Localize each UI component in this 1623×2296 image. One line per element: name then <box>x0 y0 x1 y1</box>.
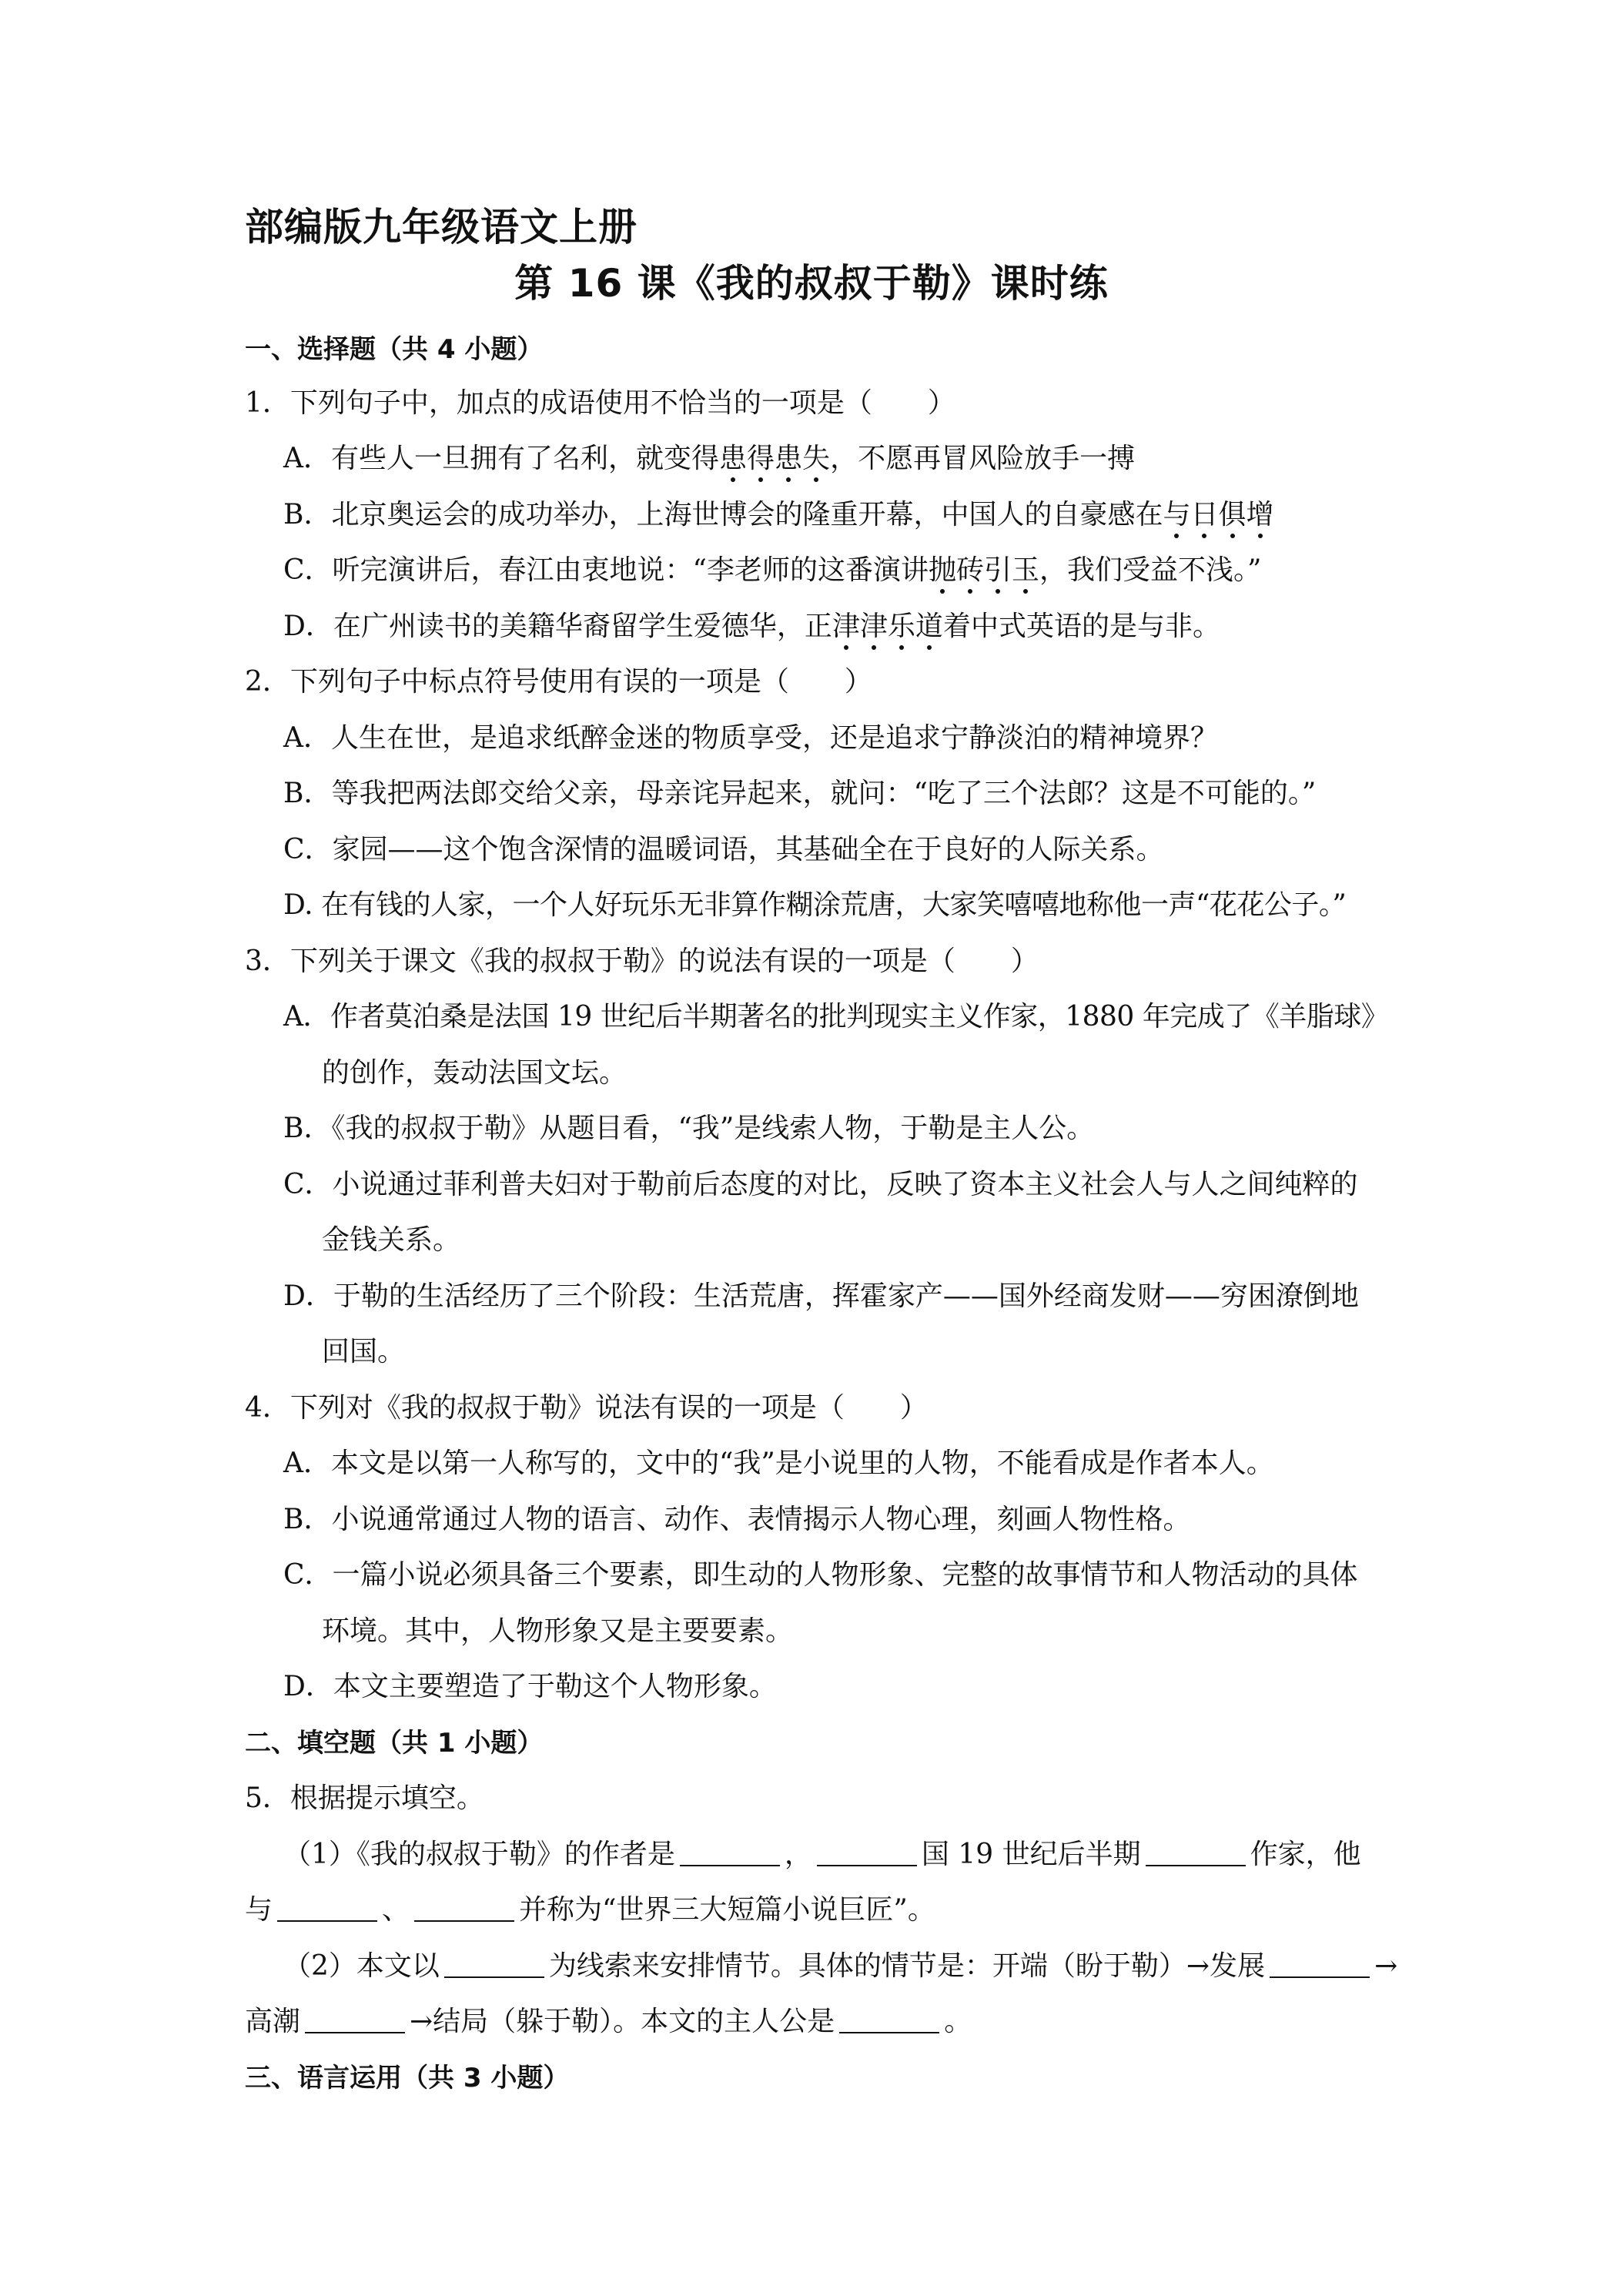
answer-blank[interactable] <box>277 1893 377 1922</box>
option-c: C．听完演讲后，春江由衷地说：“李老师的这番演讲抛砖引玉，我们受益不浅。” <box>283 554 1262 586</box>
emphasis-char: 玉 <box>1012 554 1040 586</box>
option-a-continued: 的创作，轰动法国文坛。 <box>322 1057 627 1089</box>
emphasis-char: 津 <box>832 611 860 642</box>
option-c: C．家园——这个饱含深情的温暖词语，其基础全在于良好的人际关系。 <box>283 834 1164 865</box>
emphasis-char: 得 <box>747 443 775 474</box>
emphasis-char: 道 <box>915 611 943 642</box>
option-a: A．有些人一旦拥有了名利，就变得患得患失，不愿再冒风险放手一搏 <box>283 443 1136 474</box>
section-heading: 一、选择题（共 4 小题） <box>245 334 544 365</box>
question-stem: 3．下列关于课文《我的叔叔于勒》的说法有误的一项是（ ） <box>245 946 1039 977</box>
lesson-title: 第 16 课《我的叔叔于勒》课时练 <box>514 261 1109 306</box>
option-d-continued: 回国。 <box>322 1336 406 1367</box>
answer-blank[interactable] <box>680 1837 780 1866</box>
emphasis-char: 与 <box>1163 499 1191 530</box>
option-d: D．在广州读书的美籍华裔留学生爱德华，正津津乐道着中式英语的是与非。 <box>283 611 1220 642</box>
answer-blank[interactable] <box>305 2004 405 2033</box>
option-b: B．《我的叔叔于勒》从题目看，“我”是线索人物，于勒是主人公。 <box>283 1113 1095 1144</box>
question-stem: 4．下列对《我的叔叔于勒》说法有误的一项是（ ） <box>245 1392 928 1424</box>
doc-title: 部编版九年级语文上册 <box>245 205 637 249</box>
fill-paragraph-1-continued: 与 、 并称为“世界三大短篇小说巨匠”。 <box>245 1894 935 1926</box>
option-b: B．北京奥运会的成功举办，上海世博会的隆重开幕，中国人的自豪感在与日俱增 <box>283 499 1274 530</box>
option-a: A．作者莫泊桑是法国 19 世纪后半期著名的批判现实主义作家，1880 年完成了《羊脂球》 <box>283 1001 1389 1033</box>
question-stem: 5．根据提示填空。 <box>245 1782 484 1814</box>
option-c-continued: 金钱关系。 <box>322 1224 461 1256</box>
emphasis-char: 日 <box>1190 499 1219 530</box>
emphasis-char: 增 <box>1246 499 1274 530</box>
answer-blank[interactable] <box>414 1893 514 1922</box>
emphasis-char: 患 <box>719 443 748 474</box>
option-b: B．等我把两法郎交给父亲，母亲诧异起来，就问：“吃了三个法郎？这是不可能的。” <box>283 778 1317 809</box>
section-heading: 三、语言运用（共 3 小题） <box>245 2063 570 2094</box>
question-stem: 1．下列句子中，加点的成语使用不恰当的一项是（ ） <box>245 387 955 419</box>
option-c-continued: 环境。其中，人物形象又是主要要素。 <box>322 1615 794 1647</box>
option-d: D. 在有钱的人家，一个人好玩乐无非算作糊涂荒唐，大家笑嘻嘻地称他一声“花花公子。” <box>283 889 1347 921</box>
emphasis-char: 津 <box>859 611 888 642</box>
option-a: A．人生在世，是追求纸醉金迷的物质享受，还是追求宁静淡泊的精神境界？ <box>283 722 1218 754</box>
fill-paragraph-2-continued: 高潮 →结局（躲于勒）。本文的主人公是 。 <box>245 2006 972 2037</box>
emphasis-char: 抛 <box>928 554 956 586</box>
answer-blank[interactable] <box>1146 1837 1246 1866</box>
emphasis-char: 失 <box>802 443 831 474</box>
answer-blank[interactable] <box>817 1837 917 1866</box>
section-heading: 二、填空题（共 1 小题） <box>245 1728 544 1759</box>
option-d: D．于勒的生活经历了三个阶段：生活荒唐，挥霍家产——国外经商发财——穷困潦倒地 <box>283 1280 1359 1312</box>
emphasis-char: 乐 <box>887 611 915 642</box>
fill-paragraph-1: （1）《我的叔叔于勒》的作者是 ， 国 19 世纪后半期 作家，他 <box>283 1839 1361 1870</box>
question-stem: 2．下列句子中标点符号使用有误的一项是（ ） <box>245 666 872 698</box>
option-c: C．一篇小说必须具备三个要素，即生动的人物形象、完整的故事情节和人物活动的具体 <box>283 1559 1358 1591</box>
fill-paragraph-2: （2）本文以 为线索来安排情节。具体的情节是：开端（盼于勒）→发展 → <box>283 1950 1398 1982</box>
answer-blank[interactable] <box>839 2004 939 2033</box>
option-a: A．本文是以第一人称写的，文中的“我”是小说里的人物，不能看成是作者本人。 <box>283 1448 1274 1479</box>
emphasis-char: 患 <box>775 443 803 474</box>
emphasis-char: 俱 <box>1218 499 1247 530</box>
option-c: C．小说通过菲利普夫妇对于勒前后态度的对比，反映了资本主义社会人与人之间纯粹的 <box>283 1169 1358 1200</box>
option-b: B．小说通常通过人物的语言、动作、表情揭示人物心理，刻画人物性格。 <box>283 1504 1191 1535</box>
emphasis-char: 引 <box>983 554 1012 586</box>
option-d: D．本文主要塑造了于勒这个人物形象。 <box>283 1671 777 1702</box>
emphasis-char: 砖 <box>955 554 984 586</box>
answer-blank[interactable] <box>1270 1949 1370 1978</box>
answer-blank[interactable] <box>444 1949 544 1978</box>
